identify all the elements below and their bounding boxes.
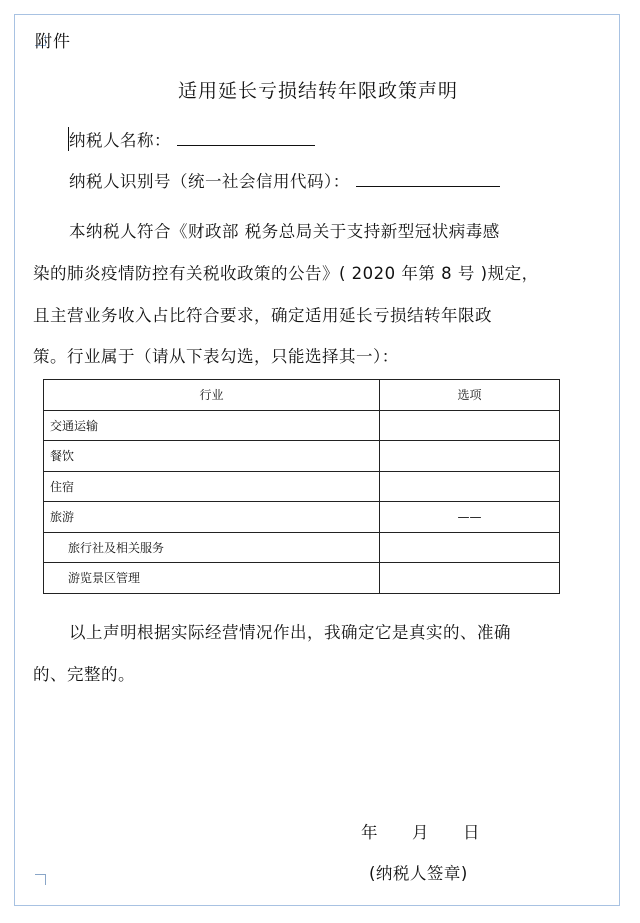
page-corner-mark [35, 874, 46, 885]
table-row [44, 502, 560, 533]
taxpayer-id-label: 纳税人识别号（统一社会信用代码）： [69, 172, 350, 191]
taxpayer-name-label: 纳税人名称： [69, 131, 171, 150]
taxpayer-id-row [69, 168, 500, 192]
table-row [44, 410, 560, 441]
signature-label: (纳税人签章) [369, 864, 468, 883]
industry-column-header: 行业 [44, 380, 380, 411]
paragraph-line: 策。行业属于（请从下表勾选，只能选择其一）： [33, 347, 399, 366]
industry-table [43, 379, 560, 594]
industry-option-cell: —— [380, 502, 560, 533]
industry-name: 餐饮 [44, 441, 380, 472]
document-page [14, 14, 620, 906]
industry-option-cell[interactable] [380, 441, 560, 472]
industry-name: 旅游 [44, 502, 380, 533]
taxpayer-name-row [69, 127, 315, 151]
paragraph-line: 且主营业务收入占比符合要求，确定适用延长亏损结转年限政 [33, 306, 492, 325]
industry-option-cell[interactable] [380, 532, 560, 563]
industry-option-cell[interactable] [380, 563, 560, 594]
paragraph-line: 染的肺炎疫情防控有关税收政策的公告》( 2020 年第 8 号 )规定， [33, 264, 539, 283]
table-header-row [44, 380, 560, 411]
industry-name: 游览景区管理 [44, 563, 380, 594]
table-row [44, 471, 560, 502]
document-title: 适用延长亏损结转年限政策声明 [177, 80, 458, 102]
declaration-line: 的、完整的。 [33, 665, 135, 684]
industry-option-cell[interactable] [380, 410, 560, 441]
industry-name: 旅行社及相关服务 [44, 532, 380, 563]
date-line: 年 月 日 [361, 823, 480, 842]
table-row [44, 532, 560, 563]
industry-name: 住宿 [44, 471, 380, 502]
industry-option-cell[interactable] [380, 471, 560, 502]
declaration-line: 以上声明根据实际经营情况作出，我确定它是真实的、准确 [69, 623, 511, 642]
paragraph-line: 本纳税人符合《财政部 税务总局关于支持新型冠状病毒感 [69, 222, 500, 241]
taxpayer-name-input[interactable] [177, 129, 315, 146]
option-column-header: 选项 [380, 380, 560, 411]
table-row [44, 563, 560, 594]
table-row [44, 441, 560, 472]
attachment-label: 附件 [35, 32, 71, 52]
taxpayer-id-input[interactable] [356, 170, 500, 187]
industry-name: 交通运输 [44, 410, 380, 441]
